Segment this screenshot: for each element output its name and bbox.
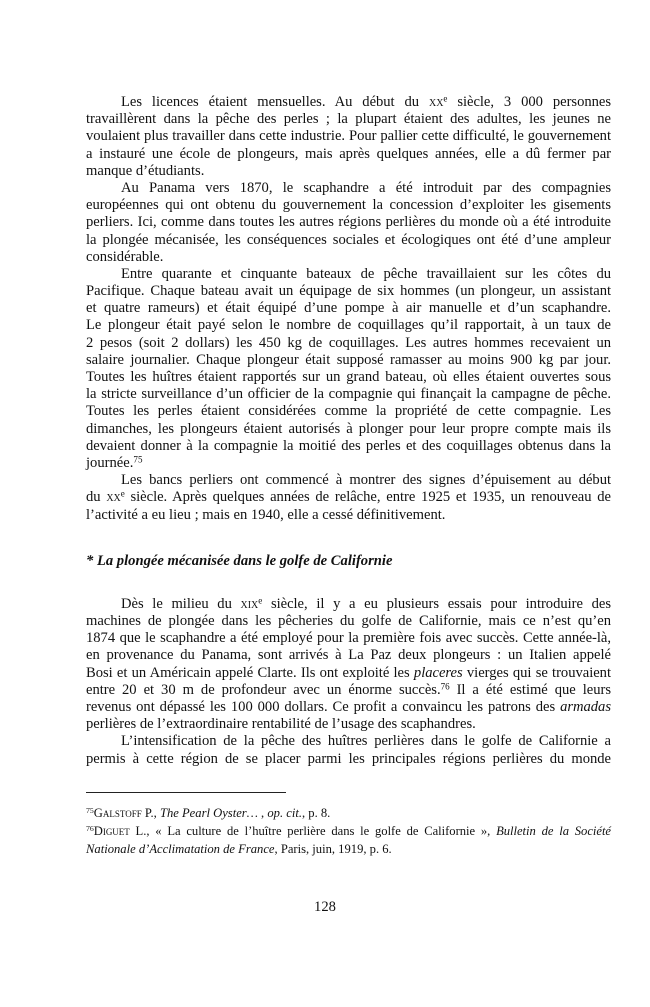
- text-segment: manque d’étudiants.: [86, 162, 205, 179]
- text-segment: la plongée mécanisée, les conséquences sociales et écologiques ont été d’une ampleur: [86, 231, 611, 248]
- text-segment: perlières de l’extraordinaire rentabilité de l’usage des scaphandres.: [86, 716, 476, 733]
- text-segment: , Paris, juin, 1919, p. 6.: [274, 842, 392, 856]
- footnote-rule: [86, 792, 286, 793]
- section-heading: * La plongée mécanisée dans le golfe de Californie: [86, 552, 393, 569]
- text-line: [86, 128, 611, 145]
- text-segment: Toutes les perles étaient considérées comme la propriété de cette compagnie. Les: [86, 403, 611, 420]
- paragraph: [86, 596, 611, 734]
- text-line: [86, 840, 611, 858]
- text-line: [86, 163, 611, 180]
- text-segment: en provenance du Panama, sont arrivés à La Paz deux plongeurs : un Italien appelé: [86, 647, 611, 664]
- text-segment: devaient donner à la compagnie la moitié des perles et des coquillages obtenus dans la: [86, 437, 611, 454]
- text-line: [86, 596, 611, 613]
- text-line: [86, 507, 611, 524]
- text-segment: Bosi et un Américain appelé Clarte. Ils ont exploité les: [86, 664, 414, 681]
- page-number: 128: [314, 899, 336, 915]
- italic-text: placeres: [413, 664, 463, 681]
- paragraph: [86, 733, 611, 767]
- text-line: [86, 647, 611, 664]
- text-segment: Pacifique. Chaque bateau avait un équipage de six hommes (un plongeur, un assistant: [86, 283, 611, 300]
- text-line: [86, 421, 611, 438]
- text-line: [86, 283, 611, 300]
- paragraph: [86, 180, 611, 266]
- small-caps-text: Diguet: [93, 824, 130, 838]
- text-line: [86, 804, 611, 822]
- text-line: [86, 751, 611, 768]
- text-segment: Dès le milieu du: [121, 595, 241, 612]
- text-segment: L’intensification de la pêche des huîtres perlières dans le golfe de Californie a: [121, 733, 611, 750]
- text-segment: considérable.: [86, 248, 164, 265]
- text-segment: la stricte surveillance d’un officier de la compagnie qui finançait la campagne de pêche.: [86, 386, 611, 403]
- text-segment: siècle. Après quelques années de relâche, entre 1925 et 1935, un renouveau de: [124, 489, 611, 506]
- text-line: [86, 369, 611, 386]
- text-line: [86, 249, 611, 266]
- superscript: 75: [133, 454, 143, 465]
- text-segment: entre 20 et 30 m de profondeur avec un énorme succès.: [86, 681, 441, 698]
- superscript: 75: [86, 806, 94, 816]
- text-segment: 1874 que le scaphandre a été employé pour la première fois avec succès. Cette année-là,: [86, 630, 611, 647]
- text-segment: ,: [261, 806, 268, 820]
- text-segment: Les licences étaient mensuelles. Au début du: [121, 94, 429, 110]
- text-line: [86, 472, 611, 489]
- text-segment: revenus ont dépassé les 100 000 dollars. Ce profit a convaincu les patrons des: [86, 699, 561, 716]
- text-segment: vierges qui se trouvaient: [462, 664, 611, 681]
- footnote: [86, 804, 611, 822]
- text-segment: a instauré une école de plongeurs, mais après quelques années, elle a dû fermer par: [86, 145, 611, 162]
- text-segment: siècle, 3 000 personnes: [447, 94, 611, 110]
- text-line: [86, 352, 611, 369]
- text-line: [86, 146, 611, 163]
- text-line: [86, 630, 611, 647]
- text-line: [86, 403, 611, 420]
- small-caps-text: xx: [429, 94, 444, 110]
- text-segment: du: [86, 489, 107, 506]
- text-segment: perliers. Ici, comme dans toutes les autres régions perlières du monde où a été introduite: [86, 214, 611, 231]
- text-segment: et quatre rameurs) et était équipé d’une pompe à air manuelle et d’un scaphandre.: [86, 300, 611, 317]
- text-segment: Le plongeur était payé selon le nombre de coquillages qu’il rapportait, à un taux de: [86, 317, 611, 334]
- text-segment: 2 pesos (soit 2 dollars) les 450 kg de coquillages. Les autres hommes recevaient un: [86, 334, 611, 351]
- text-line: [86, 455, 611, 472]
- text-line: [86, 716, 611, 733]
- superscript: 76: [86, 824, 94, 834]
- footnote-list: [86, 804, 611, 858]
- text-segment: , p. 8.: [301, 806, 331, 820]
- text-line: [86, 489, 611, 506]
- small-caps-text: xx: [106, 489, 121, 506]
- text-line: [86, 699, 611, 716]
- text-line: [86, 197, 611, 214]
- text-line: [86, 665, 611, 682]
- text-segment: journée.: [86, 454, 134, 471]
- superscript: 76: [440, 681, 450, 692]
- text-segment: voulaient plus travailler dans cette industrie. Pour pallier cette difficulté, le gouvernement: [86, 128, 611, 145]
- text-segment: l’activité a eu lieu ; mais en 1940, elle a cessé définitivement.: [86, 506, 446, 523]
- small-caps-text: xix: [240, 595, 259, 612]
- text-segment: permis à cette région de se placer parmi les principales régions perlières du monde: [86, 750, 611, 767]
- body-section-1: [86, 94, 611, 524]
- text-segment: siècle, il y a eu plusieurs essais pour introduire des: [262, 595, 612, 612]
- text-segment: Les bancs perliers ont commencé à montrer des signes d’épuisement au début: [121, 472, 611, 489]
- text-line: [86, 300, 611, 317]
- text-segment: P.,: [141, 806, 160, 820]
- italic-text: Nationale d’Acclimatation de France: [86, 842, 275, 856]
- footnote: [86, 822, 611, 858]
- italic-text: Bulletin de la Société: [496, 824, 611, 838]
- text-segment: machines de plongée dans les pêcheries du golfe de Californie, mais ce n’est qu’en: [86, 613, 611, 630]
- text-line: [86, 317, 611, 334]
- superscript: e: [258, 595, 263, 606]
- text-line: [86, 214, 611, 231]
- text-line: [86, 613, 611, 630]
- paragraph: [86, 94, 611, 180]
- text-segment: salaire journalier. Chaque plongeur était supposé ramasser au moins 900 kg par jour.: [86, 351, 611, 368]
- text-segment: dimanches, les plongeurs étaient autorisés à plonger pour leur propre compte mais ils: [86, 420, 611, 437]
- text-line: [86, 733, 611, 750]
- text-segment: travaillèrent dans la pêche des perles ; la plupart étaient des adultes, les jeunes ne: [86, 111, 611, 128]
- text-line: [86, 94, 611, 111]
- text-line: [86, 386, 611, 403]
- text-line: [86, 822, 611, 840]
- text-segment: Entre quarante et cinquante bateaux de pêche travaillaient sur les côtes du: [121, 265, 611, 282]
- paragraph: [86, 266, 611, 472]
- text-segment: Toutes les huîtres étaient rapportés sur un grand bateau, où elles étaient ouvertes sous: [86, 369, 611, 385]
- paragraph: [86, 472, 611, 524]
- text-line: [86, 682, 611, 699]
- superscript: e: [443, 93, 448, 104]
- text-segment: Il a été estimé que leurs: [449, 681, 611, 698]
- text-segment: Au Panama vers 1870, le scaphandre a été introduit par des compagnies: [121, 179, 611, 196]
- text-line: [86, 232, 611, 249]
- text-line: [86, 266, 611, 283]
- italic-text: The Pearl Oyster…: [159, 806, 262, 820]
- small-caps-text: Galstoff: [93, 806, 142, 820]
- body-section-2: [86, 596, 611, 768]
- text-segment: L., « La culture de l’huître perlière dans le golfe de Californie »,: [129, 824, 497, 838]
- italic-text: armadas: [560, 699, 611, 716]
- superscript: e: [120, 488, 125, 499]
- text-line: [86, 438, 611, 455]
- text-line: [86, 180, 611, 197]
- footnotes: [86, 792, 611, 858]
- text-segment: européennes qui ont obtenu du gouvernement la concession d’exploiter les gisements: [86, 197, 611, 214]
- body-text: [86, 94, 611, 768]
- italic-text: op. cit.: [267, 806, 302, 820]
- text-line: [86, 335, 611, 352]
- text-line: [86, 111, 611, 128]
